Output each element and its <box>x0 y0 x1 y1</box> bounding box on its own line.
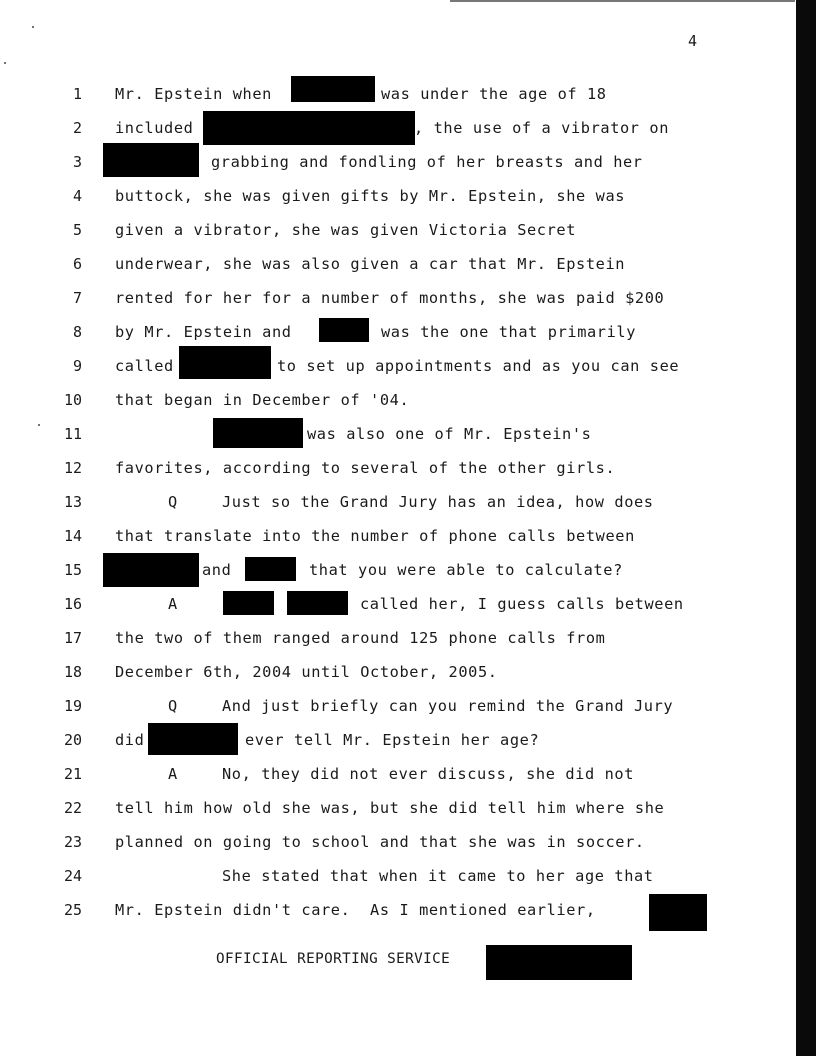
redaction-box <box>213 418 303 448</box>
line-number: 2 <box>72 119 82 137</box>
line-number: 3 <box>72 153 82 171</box>
redaction-box <box>291 76 375 102</box>
scan-speck <box>32 26 34 28</box>
scan-right-border <box>796 0 816 1056</box>
redaction-box <box>223 591 274 615</box>
page-number: 4 <box>688 32 698 50</box>
transcript-text: ever tell Mr. Epstein her age? <box>245 731 540 749</box>
transcript-text: She stated that when it came to her age that <box>222 867 654 885</box>
line-number: 16 <box>63 595 82 613</box>
redaction-box <box>245 557 296 581</box>
footer-redaction-box <box>486 945 632 980</box>
transcript-text: planned on going to school and that she was in soccer. <box>115 833 645 851</box>
transcript-text: And just briefly can you remind the Grand Jury <box>222 697 674 715</box>
redaction-box <box>148 723 238 755</box>
line-number: 20 <box>63 731 82 749</box>
scan-top-rule <box>450 0 795 2</box>
transcript-text: given a vibrator, she was given Victoria Secret <box>115 221 577 239</box>
line-number: 17 <box>63 629 82 647</box>
line-number: 24 <box>63 867 82 885</box>
transcript-text: that you were able to calculate? <box>309 561 623 579</box>
line-number: 19 <box>63 697 82 715</box>
transcript-text: to set up appointments and as you can see <box>277 357 680 375</box>
line-number: 21 <box>63 765 82 783</box>
speaker-label: A <box>168 765 178 783</box>
line-number: 23 <box>63 833 82 851</box>
line-number: 9 <box>72 357 82 375</box>
transcript-text: included <box>115 119 194 137</box>
transcript-text: grabbing and fondling of her breasts and her <box>211 153 643 171</box>
transcript-text: the two of them ranged around 125 phone calls from <box>115 629 606 647</box>
transcript-text: underwear, she was also given a car that Mr. Epstein <box>115 255 626 273</box>
transcript-text: called <box>115 357 174 375</box>
scan-speck <box>38 424 40 426</box>
line-number: 13 <box>63 493 82 511</box>
transcript-text: was the one that primarily <box>381 323 637 341</box>
transcript-text: rented for her for a number of months, she was paid $200 <box>115 289 665 307</box>
line-number: 11 <box>63 425 82 443</box>
line-number: 4 <box>72 187 82 205</box>
transcript-text: , the use of a vibrator on <box>414 119 670 137</box>
speaker-label: A <box>168 595 178 613</box>
transcript-text: buttock, she was given gifts by Mr. Epstein, she was <box>115 187 626 205</box>
redaction-box <box>179 346 271 379</box>
transcript-text: that translate into the number of phone calls between <box>115 527 635 545</box>
line-number: 10 <box>63 391 82 409</box>
line-number: 5 <box>72 221 82 239</box>
speaker-label: Q <box>168 493 178 511</box>
transcript-text: December 6th, 2004 until October, 2005. <box>115 663 498 681</box>
line-number: 8 <box>72 323 82 341</box>
transcript-text: favorites, according to several of the other girls. <box>115 459 616 477</box>
footer-reporting-service: OFFICIAL REPORTING SERVICE <box>216 951 451 967</box>
transcript-text: called her, I guess calls between <box>360 595 684 613</box>
line-number: 6 <box>72 255 82 273</box>
speaker-label: Q <box>168 697 178 715</box>
redaction-box <box>103 553 199 587</box>
transcript-text: Mr. Epstein didn't care. As I mentioned earlier, <box>115 901 596 919</box>
transcript-text: was also one of Mr. Epstein's <box>307 425 592 443</box>
transcript-text: by Mr. Epstein and <box>115 323 292 341</box>
redaction-box <box>203 111 415 145</box>
line-number: 1 <box>72 85 82 103</box>
transcript-text: No, they did not ever discuss, she did not <box>222 765 634 783</box>
line-number: 14 <box>63 527 82 545</box>
redaction-box <box>287 591 348 615</box>
line-number: 12 <box>63 459 82 477</box>
transcript-text: did <box>115 731 145 749</box>
redaction-box <box>649 894 707 931</box>
line-number: 7 <box>72 289 82 307</box>
line-number: 18 <box>63 663 82 681</box>
transcript-text: Just so the Grand Jury has an idea, how does <box>222 493 654 511</box>
redaction-box <box>319 318 369 342</box>
line-number: 22 <box>63 799 82 817</box>
transcript-text: Mr. Epstein when <box>115 85 272 103</box>
redaction-box <box>103 143 199 177</box>
line-number: 25 <box>63 901 82 919</box>
transcript-text: tell him how old she was, but she did tell him where she <box>115 799 665 817</box>
transcript-text: was under the age of 18 <box>381 85 607 103</box>
transcript-text: and <box>202 561 232 579</box>
line-number: 15 <box>63 561 82 579</box>
transcript-text: that began in December of '04. <box>115 391 410 409</box>
scan-speck <box>4 62 6 64</box>
